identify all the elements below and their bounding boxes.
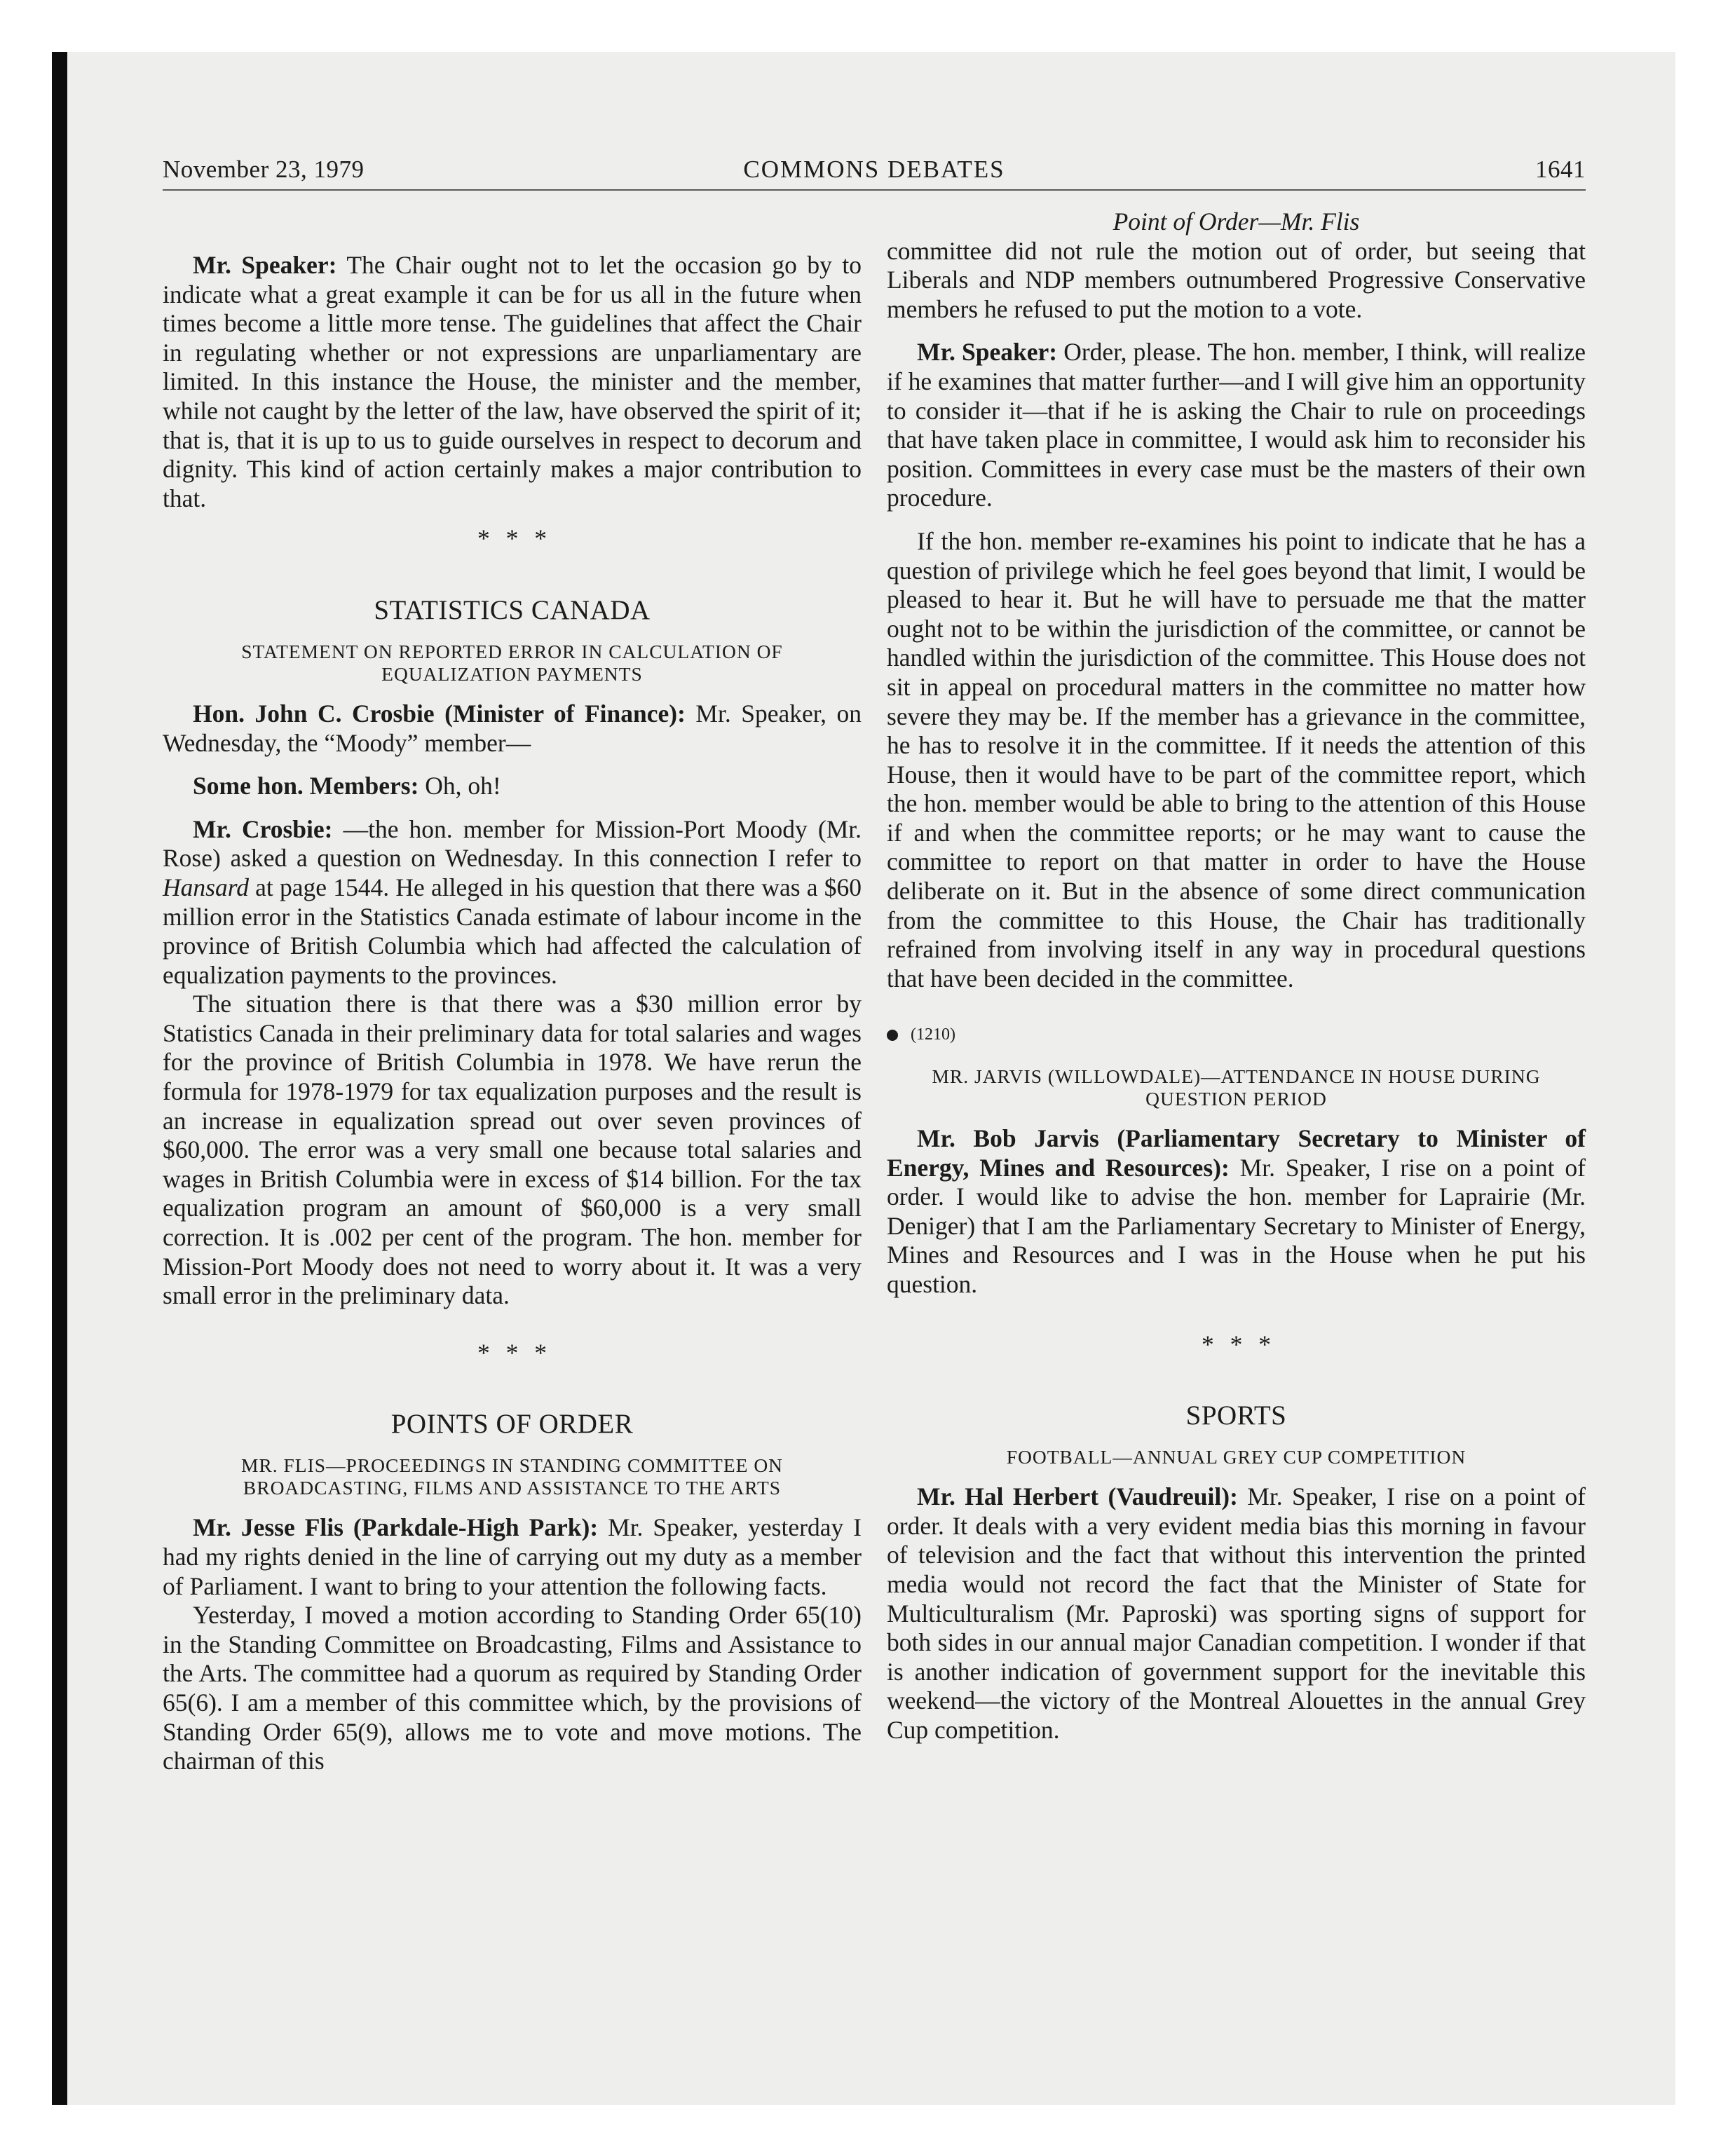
speaker-name: Mr. Jesse Flis (Parkdale-High Park):	[193, 1513, 599, 1542]
speaker-name: Mr. Speaker:	[193, 251, 337, 279]
header-publication: COMMONS DEBATES	[743, 156, 1005, 183]
section-separator: * * *	[1202, 1330, 1271, 1358]
paragraph-continuation: committee did not rule the motion out of order, but seeing that Liberals and NDP members outnumbered Progressive Conservative members he refused to put the motion to a vote.	[887, 236, 1586, 323]
header-page-number: 1641	[1535, 156, 1586, 183]
section-separator: * * *	[477, 1338, 547, 1367]
subheading-equalization: STATEMENT ON REPORTED ERROR IN CALCULATION OF EQUALIZATION PAYMENTS	[241, 640, 783, 685]
paragraph-flis-2: Yesterday, I moved a motion according to Standing Order 65(10) in the Standing Committee on Broadcasting, Films and Assistance to the Arts. The committee had a quorum as required by Standing Order 65(6). I am a member of this committee which, by the provisions of Standing Order 65(9), allows me to vote and move motions. The chairman of this	[163, 1601, 862, 1775]
left-column	[163, 207, 862, 1776]
speaker-name: Mr. Crosbie:	[193, 814, 333, 843]
right-column	[887, 207, 1586, 1745]
time-stamp: (1210)	[911, 1025, 955, 1044]
paragraph-text: Order, please. The hon. member, I think, will realize if he examines that matter further—and I will give him an opportunity to consider it—that if he is asking the Chair to rule on proceedings that have taken place in committee, I would ask him to reconsider his position. Committees in every case must be the masters of their own procedure.	[887, 338, 1586, 512]
paragraph-crosbie-2	[163, 815, 862, 990]
paragraph-text: at page 1544. He alleged in his question that there was a $60 million error in the Statistics Canada estimate of labour income in the province of British Columbia which had affected the calculation of equalization payments to the provinces.	[163, 873, 862, 989]
subheading-flis: MR. FLIS—PROCEEDINGS IN STANDING COMMITTEE ON BROADCASTING, FILMS AND ASSISTANCE TO THE ARTS	[240, 1454, 784, 1499]
paragraph-jarvis	[887, 1124, 1586, 1299]
time-marker	[887, 1018, 1586, 1050]
paragraph-flis-1	[163, 1513, 862, 1601]
running-head: Point of Order—Mr. Flis	[1113, 207, 1360, 236]
speaker-name: Hon. John C. Crosbie (Minister of Finance):	[193, 699, 686, 728]
paragraph-speaker-1	[163, 251, 862, 513]
heading-sports: SPORTS	[1185, 1400, 1287, 1431]
header-rule	[163, 189, 1586, 191]
heading-statistics-canada: STATISTICS CANADA	[374, 594, 651, 625]
paragraph-interjection	[163, 772, 862, 801]
paragraph-text: Mr. Speaker, on Wednesday, the “Moody” member—	[163, 699, 862, 757]
paragraph-text: Mr. Speaker, yesterday I had my rights denied in the line of carrying out my duty as a member of Parliament. I want to bring to your attention the following facts.	[163, 1513, 862, 1600]
paragraph-text: Oh, oh!	[419, 772, 501, 800]
header-date: November 23, 1979	[163, 156, 365, 183]
paragraph-text: —the hon. member for Mission-Port Moody (Mr. Rose) asked a question on Wednesday. In this connection I refer to	[163, 814, 862, 873]
heading-points-of-order: POINTS OF ORDER	[390, 1409, 634, 1440]
speaker-name: Mr. Bob Jarvis (Parliamentary Secretary to Minister of Energy, Mines and Resources):	[887, 1124, 1586, 1182]
subheading-football: FOOTBALL—ANNUAL GREY CUP COMPETITION	[1006, 1446, 1467, 1468]
scan-binding-edge	[52, 52, 67, 2105]
bullet-icon	[887, 1030, 898, 1041]
speaker-name: Mr. Speaker:	[917, 338, 1058, 367]
subheading-jarvis: MR. JARVIS (WILLOWDALE)—ATTENDANCE IN HOUSE DURING QUESTION PERIOD	[932, 1065, 1541, 1110]
speaker-name: Some hon. Members:	[193, 772, 419, 800]
paragraph-speaker-3: If the hon. member re-examines his point to indicate that he has a question of privilege which he feel goes beyond that limit, I would be pleased to hear it. But he will have to persuade me that the matter ought not to be within the jurisdiction of the committee, or cannot be handled within the jurisdiction of the committee. This House does not sit in appeal on procedural matters in the committee no matter how severe they may be. If the member has a grievance in the committee, he has to resolve it in the committee. If it needs the attention of this House, then it would have to be part of the committee report, which the hon. member would be able to bring to the attention of this House if and when the committee reports; or he may want to cause the committee to report on that matter in order to have the House deliberate on it. But in the absence of some direct communication from the committee to this House, the Chair has traditionally refrained from involving itself in any way in procedural questions that have been decided in the committee.	[887, 526, 1586, 992]
paragraph-herbert	[887, 1482, 1586, 1745]
paragraph-crosbie-3: The situation there is that there was a $30 million error by Statistics Canada in their preliminary data for total salaries and wages for the province of British Columbia in 1978. We have rerun the formula for 1978-1979 for tax equalization purposes and the result is an increase in equalization spread out over seven provinces of $60,000. The error was a very small one because total salaries and wages in British Columbia were in excess of $14 billion. For the tax equalization program an amount of $60,000 is a very small correction. It is .002 per cent of the program. The hon. member for Mission-Port Moody does not need to worry about it. It was a very small error in the preliminary data.	[163, 990, 862, 1310]
paragraph-crosbie-1	[163, 700, 862, 758]
hansard-reference: Hansard	[163, 873, 249, 901]
page-header	[163, 153, 1586, 186]
speaker-name: Mr. Hal Herbert (Vaudreuil):	[917, 1482, 1238, 1511]
section-separator: * * *	[477, 524, 547, 553]
paragraph-speaker-2	[887, 338, 1586, 513]
paragraph-text: Mr. Speaker, I rise on a point of order. It deals with a very evident media bias this morning in favour of television and the fact that without this intervention the printed media would not record the fact that the Minister of State for Multiculturalism (Mr. Paproski) was sporting signs of support for both sides in our annual major Canadian competition. I wonder if that is another indication of government support for the inevitable this weekend—the victory of the Montreal Alouettes in the annual Grey Cup competition.	[887, 1482, 1586, 1744]
paragraph-text: The Chair ought not to let the occasion go by to indicate what a great example it can be for us all in the future when times become a little more tense. The guidelines that affect the Chair in regulating whether or not expressions are unparliamentary are limited. In this instance the House, the minister and the member, while not caught by the letter of the law, have observed the spirit of it; that is, that it is up to us to guide ourselves in respect to decorum and dignity. This kind of action certainly makes a major contribution to that.	[163, 251, 862, 512]
paragraph-text: Mr. Speaker, I rise on a point of order. I would like to advise the hon. member for Laprairie (Mr. Deniger) that I am the Parliamentary Secretary to Minister of Energy, Mines and Resources and I was in the House when he put his question.	[887, 1153, 1586, 1299]
